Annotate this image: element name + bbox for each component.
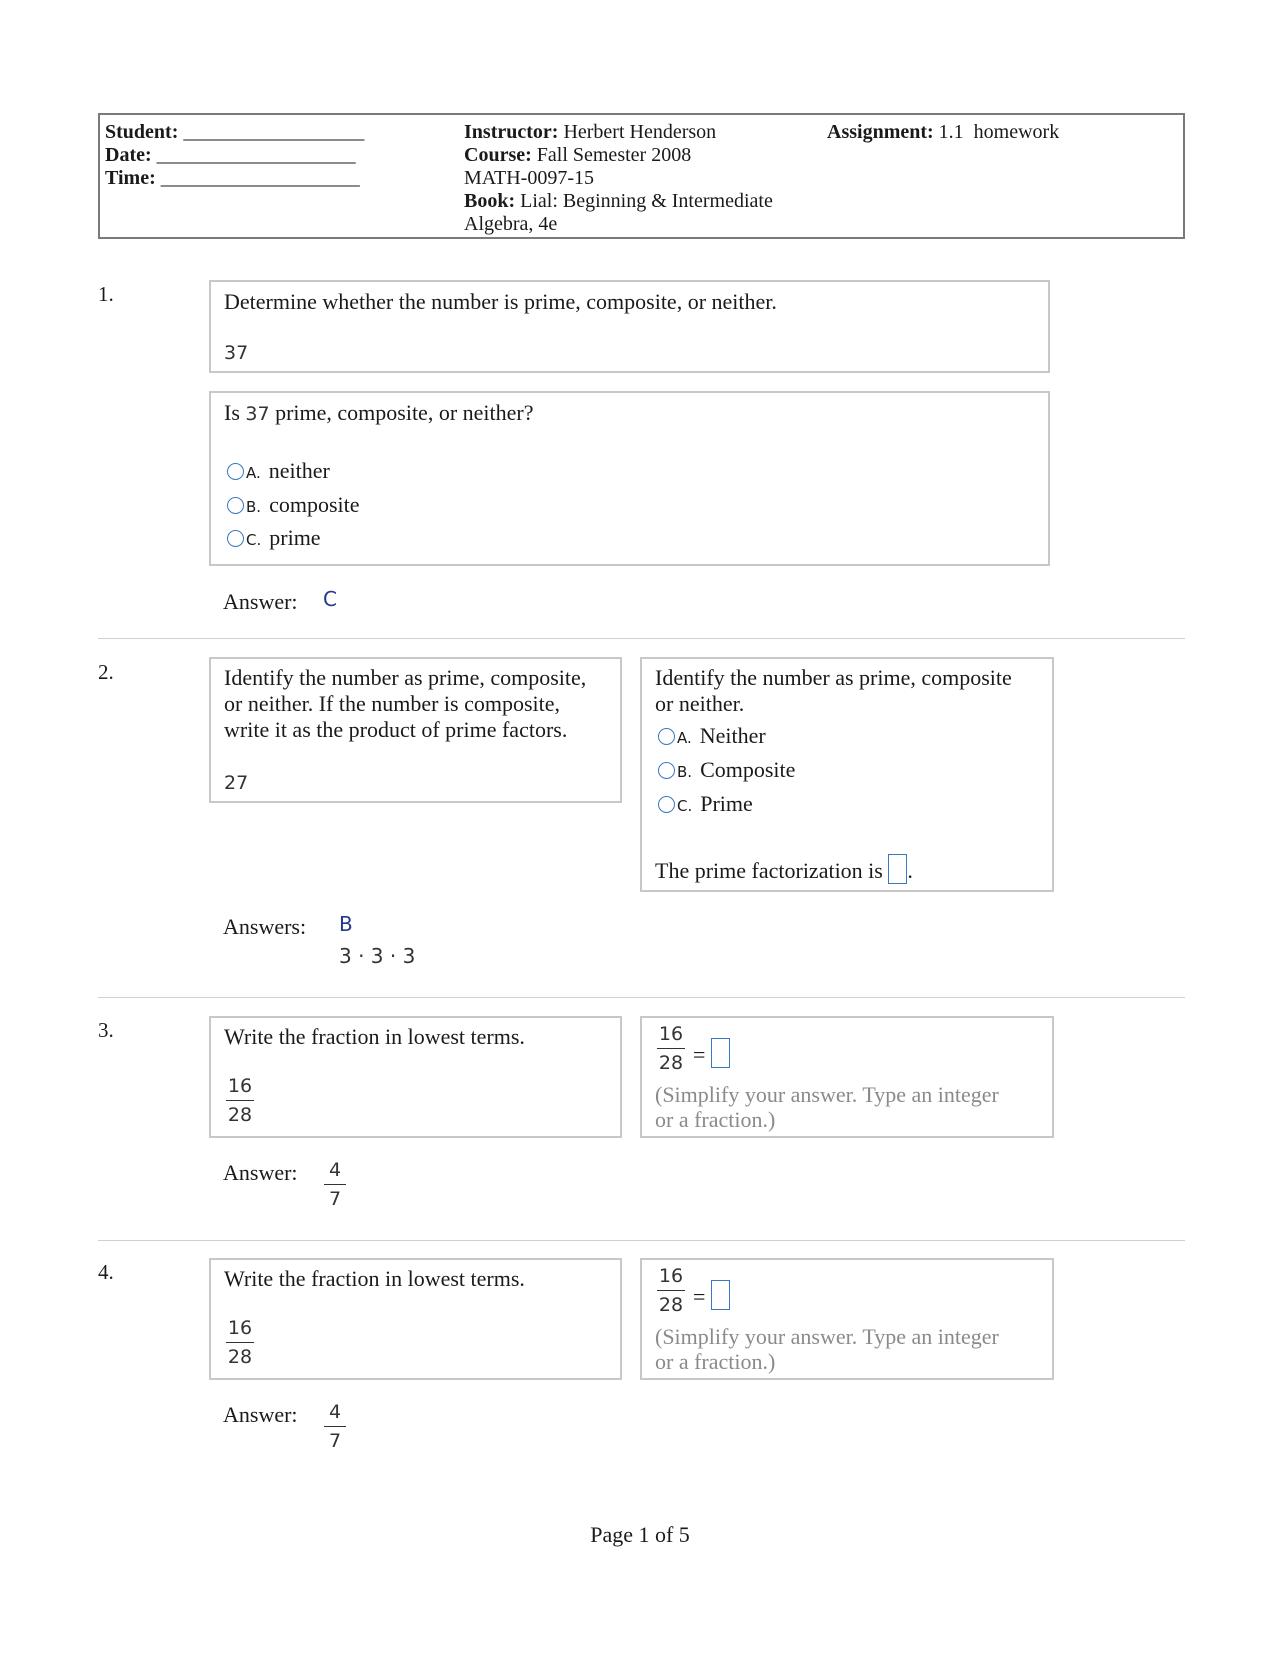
instructor-value: Herbert Henderson bbox=[563, 121, 717, 143]
book-value: Lial: Beginning & Intermediate bbox=[520, 190, 773, 212]
q3-denominator: 28 bbox=[227, 1104, 253, 1126]
time-blank: ______________________ bbox=[160, 167, 359, 189]
option-letter: C. bbox=[246, 531, 262, 549]
fraction-bar bbox=[324, 1184, 346, 1185]
assignment-line bbox=[827, 121, 1059, 144]
q1-question-num: 37 bbox=[245, 403, 270, 425]
time-label: Time: bbox=[105, 167, 156, 189]
divider bbox=[98, 638, 1185, 639]
option-letter: B. bbox=[246, 498, 262, 516]
q2-radio-c[interactable] bbox=[658, 796, 675, 813]
q3-prompt-box bbox=[209, 1016, 622, 1138]
q3-hint-line: (Simplify your answer. Type an integer bbox=[655, 1082, 999, 1107]
q3-answer-numerator: 4 bbox=[328, 1159, 342, 1181]
q2-option-b[interactable] bbox=[658, 757, 795, 785]
book-line bbox=[464, 190, 773, 213]
q4-hint-line: (Simplify your answer. Type an integer bbox=[655, 1324, 999, 1349]
q3-right-numerator: 16 bbox=[658, 1023, 684, 1045]
q4-answer-denominator: 7 bbox=[328, 1430, 342, 1452]
page-number: Page 1 of 5 bbox=[590, 1522, 690, 1547]
question-number-4: 4. bbox=[98, 1260, 114, 1284]
q1-value: 37 bbox=[224, 342, 249, 364]
q4-numerator: 16 bbox=[227, 1317, 253, 1339]
instructor-label: Instructor: bbox=[464, 121, 559, 143]
q2-option-a[interactable] bbox=[658, 723, 766, 751]
student-label: Student: bbox=[105, 121, 179, 143]
q2-answer-value-1: B bbox=[339, 912, 353, 936]
q2-answer-box bbox=[640, 657, 1054, 892]
q2-radio-a[interactable] bbox=[658, 728, 675, 745]
fraction-bar bbox=[324, 1426, 346, 1427]
q4-right-numerator: 16 bbox=[658, 1265, 684, 1287]
divider bbox=[98, 997, 1185, 998]
question-number-3: 3. bbox=[98, 1018, 114, 1042]
q2-prompt-line: or neither. If the number is composite, bbox=[224, 691, 561, 716]
q4-prompt: Write the fraction in lowest terms. bbox=[224, 1266, 525, 1291]
q3-answer-denominator: 7 bbox=[328, 1188, 342, 1210]
assignment-header bbox=[98, 113, 1185, 239]
option-letter: A. bbox=[246, 464, 261, 482]
fraction-bar bbox=[226, 1100, 254, 1101]
q2-prompt-line: write it as the product of prime factors. bbox=[224, 717, 568, 742]
q2-value: 27 bbox=[224, 772, 249, 794]
question-number-2: 2. bbox=[98, 660, 114, 684]
option-text: prime bbox=[269, 525, 321, 550]
q1-question-post: prime, composite, or neither? bbox=[275, 400, 534, 425]
fraction-bar bbox=[657, 1048, 685, 1049]
fraction-bar bbox=[226, 1342, 254, 1343]
q1-option-c[interactable] bbox=[227, 525, 321, 553]
q3-numerator: 16 bbox=[227, 1075, 253, 1097]
course-line bbox=[464, 144, 691, 167]
question-number-1: 1. bbox=[98, 282, 114, 306]
q2-question-line: Identify the number as prime, composite bbox=[655, 665, 1012, 690]
option-letter: B. bbox=[677, 763, 693, 781]
option-text: neither bbox=[268, 458, 330, 483]
option-text: composite bbox=[269, 492, 360, 517]
q3-fraction bbox=[226, 1075, 254, 1126]
q3-answer-label: Answer: bbox=[223, 1160, 298, 1185]
q2-answer-label: Answers: bbox=[223, 914, 307, 939]
q4-answer-label: Answer: bbox=[223, 1402, 298, 1427]
q4-answer-fraction bbox=[324, 1401, 346, 1452]
q2-factorization-text: The prime factorization is bbox=[655, 858, 883, 883]
instructor-line bbox=[464, 121, 716, 144]
q1-prompt-box bbox=[209, 280, 1050, 373]
divider bbox=[98, 1240, 1185, 1241]
option-text: Prime bbox=[700, 791, 753, 816]
q2-factorization bbox=[655, 854, 913, 884]
q1-answer-box bbox=[209, 391, 1050, 566]
q1-radio-b[interactable] bbox=[227, 497, 244, 514]
q2-option-c[interactable] bbox=[658, 791, 753, 819]
assignment-label: Assignment: bbox=[827, 121, 934, 143]
q1-answer-label: Answer: bbox=[223, 589, 298, 614]
student-line bbox=[105, 121, 363, 144]
q4-answer-box bbox=[640, 1258, 1054, 1380]
q1-radio-a[interactable] bbox=[227, 463, 244, 480]
option-text: Composite bbox=[700, 757, 796, 782]
q3-equals: = bbox=[693, 1042, 706, 1067]
q1-question-pre: Is bbox=[224, 400, 240, 425]
option-letter: A. bbox=[677, 729, 692, 747]
date-line bbox=[105, 144, 355, 167]
q4-denominator: 28 bbox=[227, 1346, 253, 1368]
q1-question bbox=[224, 400, 534, 427]
q3-answer-input[interactable] bbox=[711, 1038, 730, 1068]
q3-hint-line: or a fraction.) bbox=[655, 1107, 776, 1132]
course-label: Course: bbox=[464, 144, 532, 166]
q3-right-denominator: 28 bbox=[658, 1052, 684, 1074]
q2-prompt-box bbox=[209, 657, 622, 803]
q4-answer-numerator: 4 bbox=[328, 1401, 342, 1423]
q1-radio-c[interactable] bbox=[227, 530, 244, 547]
q2-answer-value-2: 3 · 3 · 3 bbox=[339, 944, 416, 968]
option-text: Neither bbox=[699, 723, 766, 748]
assignment-value: 1.1 homework bbox=[938, 121, 1060, 143]
q4-prompt-box bbox=[209, 1258, 622, 1380]
date-blank: ______________________ bbox=[156, 144, 355, 166]
book-value-line2: Algebra, 4e bbox=[464, 213, 558, 235]
q2-radio-b[interactable] bbox=[658, 762, 675, 779]
time-line bbox=[105, 167, 359, 190]
student-blank: ____________________ bbox=[183, 121, 364, 143]
date-label: Date: bbox=[105, 144, 152, 166]
option-letter: C. bbox=[677, 797, 693, 815]
q3-prompt: Write the fraction in lowest terms. bbox=[224, 1024, 525, 1049]
q4-answer-input[interactable] bbox=[711, 1280, 730, 1310]
q3-right-fraction bbox=[657, 1023, 685, 1074]
q4-hint-line: or a fraction.) bbox=[655, 1349, 776, 1374]
q1-option-a[interactable] bbox=[227, 458, 330, 486]
q3-equals-row bbox=[693, 1038, 730, 1068]
fraction-bar bbox=[657, 1290, 685, 1291]
q2-question-line: or neither. bbox=[655, 691, 745, 716]
q2-factorization-end: . bbox=[907, 858, 913, 883]
q1-prompt: Determine whether the number is prime, composite, or neither. bbox=[224, 289, 777, 314]
q4-right-fraction bbox=[657, 1265, 685, 1316]
book-label: Book: bbox=[464, 190, 516, 212]
q3-answer-box bbox=[640, 1016, 1054, 1138]
q1-option-b[interactable] bbox=[227, 492, 360, 520]
q2-prompt-line: Identify the number as prime, composite, bbox=[224, 665, 587, 690]
q2-factorization-input[interactable] bbox=[888, 854, 907, 884]
q4-equals-row bbox=[693, 1280, 730, 1310]
q4-right-denominator: 28 bbox=[658, 1294, 684, 1316]
q4-fraction bbox=[226, 1317, 254, 1368]
q3-answer-fraction bbox=[324, 1159, 346, 1210]
q1-answer-value: C bbox=[323, 587, 337, 611]
course-code: MATH-0097-15 bbox=[464, 167, 594, 189]
q4-equals: = bbox=[693, 1284, 706, 1309]
course-value: Fall Semester 2008 bbox=[536, 144, 692, 166]
